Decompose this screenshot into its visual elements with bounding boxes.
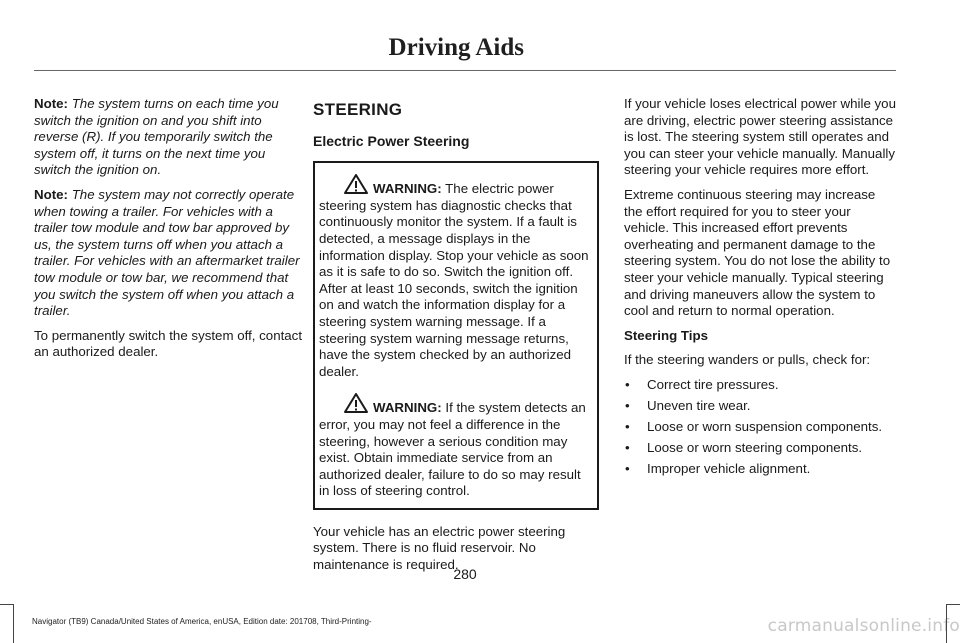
body-paragraph: To permanently switch the system off, contact an authorized dealer. [34, 327, 303, 360]
note-paragraph [34, 187, 304, 320]
body-paragraph: Extreme continuous steering may increase the effort required for you to steer your vehicle. This increased effort prevents overheating and permanent damage to the steering system. You do not lose the ability to steer your vehicle manually. Typical steering and driving maneuvers allow the system to cool and return to normal operation. [624, 186, 891, 319]
list-item: • Uneven tire wear. [624, 398, 896, 415]
tips-list [624, 377, 896, 478]
warning-label: WARNING: [373, 400, 442, 416]
crop-mark-right [946, 604, 960, 643]
note-paragraph [34, 96, 304, 179]
header-divider [34, 70, 896, 71]
page-number: 280 [453, 566, 477, 582]
note-text: The system may not correctly operate when towing a trailer. For vehicles with a trailer tow module and tow bar approved by us, the system turns off when you attach a trailer. For vehicles with an aftermarket trailer tow module or tow bar, we recommend that you switch the system off when you attach a trailer. [34, 186, 300, 319]
crop-mark-left [0, 604, 14, 643]
warning-box [313, 161, 599, 510]
warning-text: The electric power steering system has diagnostic checks that continuously monitor the system. If a fault is detected, a message displays in the information display. Stop your vehicle as soon as it is safe to do so. Switch the ignition off. After at least 10 seconds, switch the ignition on and watch the information display for a steering system warning message. If a steering system warning message returns, have the system checked by an authorized dealer. [319, 181, 589, 379]
note-label: Note: [34, 96, 68, 111]
warning-paragraph [319, 392, 593, 500]
subsection-title: Electric Power Steering [313, 132, 470, 149]
warning-paragraph [319, 173, 593, 380]
list-item: • Correct tire pressures. [624, 377, 896, 394]
warning-triangle-icon [343, 173, 369, 195]
note-label: Note: [34, 186, 68, 202]
list-item: • Loose or worn steering components. [624, 440, 896, 457]
body-paragraph: Your vehicle has an electric power steering system. There is no fluid reservoir. No maintenance is required. [313, 523, 566, 573]
warning-triangle-icon [343, 392, 369, 414]
tips-intro: If the steering wanders or pulls, check for: [624, 352, 871, 368]
tips-heading: Steering Tips [624, 327, 708, 343]
section-title: STEERING [313, 100, 403, 119]
note-text: The system turns on each time you switch the ignition on and you shift into reverse (R). If you temporarily switch the system off, it turns on the next time you switch the ignition on. [34, 96, 279, 178]
column-right [624, 96, 896, 482]
warning-text: If the system detects an error, you may not feel a difference in the steering, however a serious condition may exist. Obtain immediate service from an authorized dealer, failure to do so may result in loss of steering control. [319, 400, 586, 499]
list-item: • Improper vehicle alignment. [624, 461, 896, 478]
footer-edition-text: Navigator (TB9) Canada/United States of America, enUSA, Edition date: 201708, Third-Printing- [32, 617, 372, 626]
column-middle [313, 96, 599, 582]
body-paragraph: If your vehicle loses electrical power while you are driving, electric power steering assistance is lost. The steering system still operates and you can steer your vehicle manually. Manually steering your vehicle requires more effort. [624, 96, 896, 178]
watermark: carmanualsonline.info [767, 616, 960, 636]
page-header-title: Driving Aids [388, 34, 524, 61]
column-left [34, 96, 304, 369]
warning-label: WARNING: [373, 181, 442, 197]
list-item: • Loose or worn suspension components. [624, 419, 896, 436]
